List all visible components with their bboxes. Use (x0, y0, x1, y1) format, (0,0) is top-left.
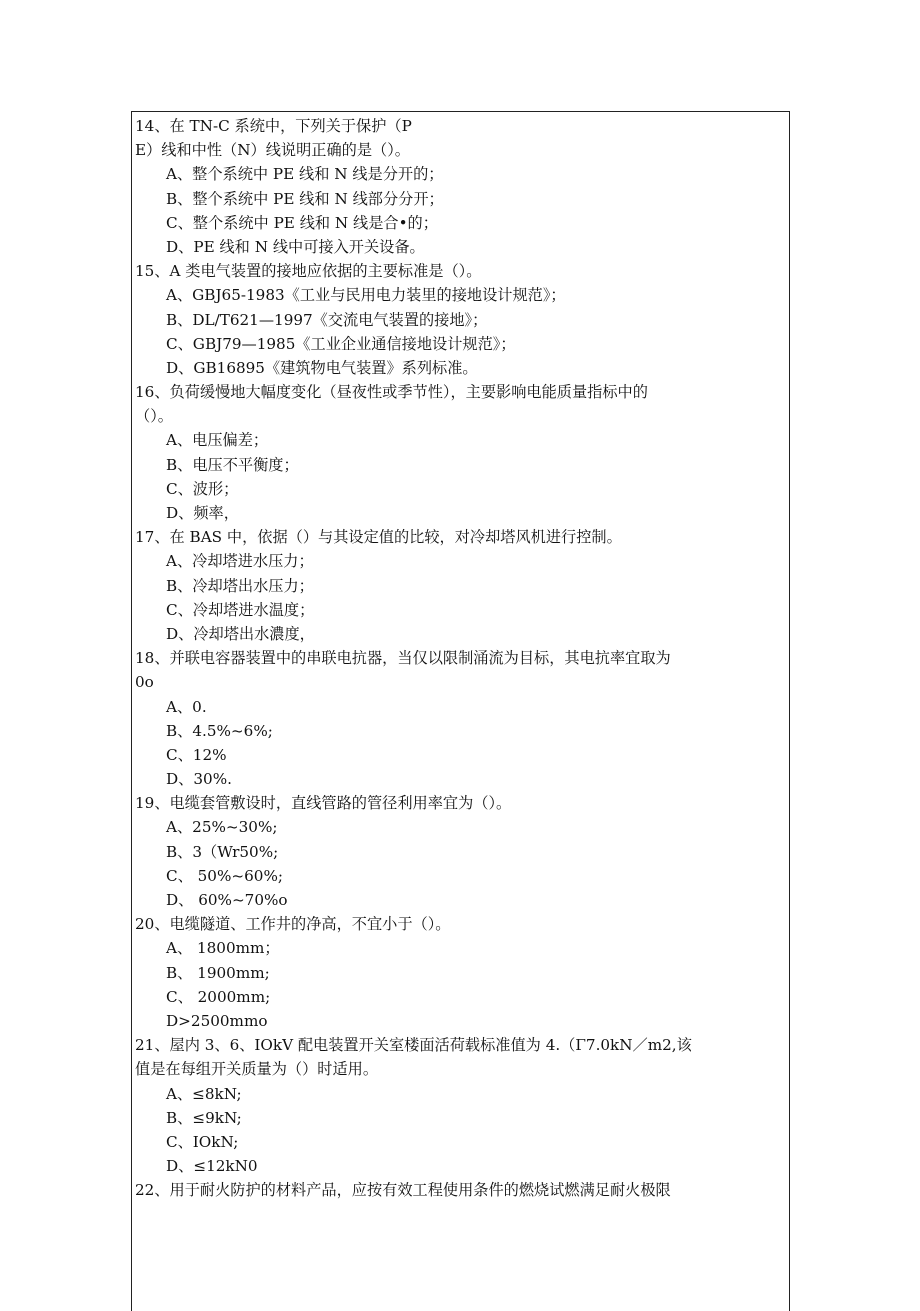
answer-option: D、30%. (166, 770, 232, 789)
answer-option: C、 50%~60%; (166, 866, 283, 885)
question-text: 值是在每组开关质量为（）时适用。 (135, 1060, 378, 1079)
question-text: 20、电缆隧道、工作井的净高，不宜小于（）。 (135, 915, 451, 934)
answer-option: A、电压偏差； (166, 431, 269, 450)
answer-option: D、GB16895《建筑物电气装置》系列标准。 (166, 358, 478, 377)
answer-option: B、4.5%~6%; (166, 721, 273, 740)
answer-option: A、整个系统中 PE 线和 N 线是分开的； (166, 165, 444, 184)
answer-option: A、GBJ65-1983《工业与民用电力装里的接地设计规范》； (166, 286, 566, 305)
answer-option: C、整个系统中 PE 线和 N 线是合•的； (166, 213, 438, 232)
question-text: 18、并联电容器装置中的串联电抗器，当仅以限制涌流为目标，其电抗率宜取为 (135, 649, 671, 668)
answer-option: C、 2000mm; (166, 987, 271, 1006)
answer-option: D、≤12kN0 (166, 1157, 258, 1176)
question-text: （）。 (135, 407, 173, 426)
answer-option: C、IOkN; (166, 1132, 239, 1151)
answer-option: C、波形； (166, 479, 239, 498)
answer-option: D>2500mmo (166, 1011, 268, 1030)
answer-option: B、 1900mm; (166, 963, 270, 982)
question-text: 16、负荷缓慢地大幅度变化（昼夜性或季节性），主要影响电能质量指标中的 (135, 383, 648, 402)
answer-option: A、≤8kN; (166, 1084, 242, 1103)
answer-option: C、GBJ79—1985《工业企业通信接地设计规范》； (166, 334, 516, 353)
question-text: 14、在 TN-C 系统中，下列关于保护（P (135, 117, 412, 135)
answer-option: D、PE 线和 N 线中可接入开关设备。 (166, 237, 425, 256)
question-text: 22、用于耐火防护的材料产品，应按有效工程使用条件的燃烧试燃满足耐火极限 (135, 1181, 671, 1200)
question-text: 19、电缆套管敷设时，直线管路的管径利用率宜为（）。 (135, 794, 512, 813)
answer-option: D、频率， (166, 504, 239, 522)
answer-option: B、冷却塔出水压力； (166, 576, 314, 595)
answer-option: A、25%~30%; (166, 818, 278, 837)
answer-option: B、≤9kN; (166, 1108, 242, 1127)
answer-option: A、冷却塔进水压力； (166, 552, 314, 571)
answer-option: B、电压不平衡度； (166, 455, 299, 474)
answer-option: A、0. (166, 697, 207, 716)
answer-option: B、整个系统中 PE 线和 N 线部分分开； (166, 189, 444, 208)
answer-option: B、3（Wr50%; (166, 842, 279, 861)
question-text: 21、屋内 3、6、IOkV 配电装置开关室楼面活荷载标准值为 4.（Γ7.0kN／m2,该 (135, 1036, 692, 1055)
answer-option: C、12% (166, 745, 227, 764)
answer-option: D、 60%~70%o (166, 891, 288, 909)
answer-option: D、冷却塔出水濃度， (166, 624, 315, 643)
question-text: E）线和中性（N）线说明正确的是（）。 (135, 141, 410, 160)
answer-option: B、DL/T621—1997《交流电气装置的接地》； (166, 310, 488, 329)
question-text: 0o (135, 673, 154, 692)
document-body (135, 114, 787, 1202)
answer-option: C、冷却塔进水温度； (166, 600, 315, 619)
answer-option: A、 1800mm； (166, 939, 280, 958)
question-text: 15、A 类电气装置的接地应依据的主要标准是（）。 (135, 262, 482, 281)
question-text: 17、在 BAS 中，依据（）与其设定值的比较，对冷却塔风机进行控制。 (135, 528, 622, 547)
